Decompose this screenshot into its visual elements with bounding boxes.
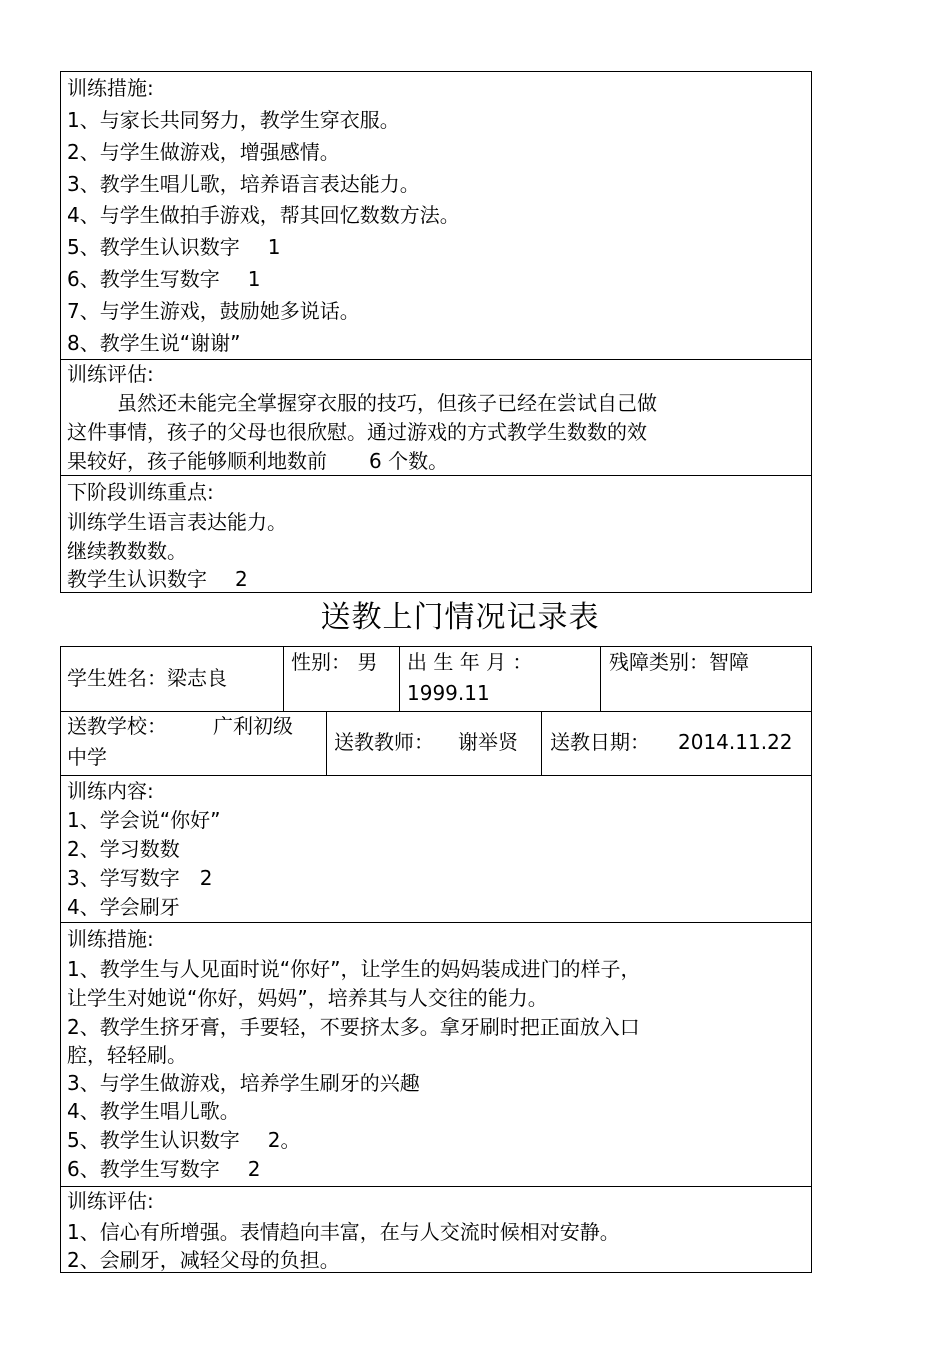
next-item: 训练学生语言表达能力。: [67, 510, 287, 534]
measure-item-number: 1: [247, 267, 261, 291]
measure-line-text: 5、教学生认识数字: [67, 1128, 240, 1152]
date-value: 2014.11.22: [678, 730, 793, 754]
measure-line-number: 2。: [267, 1128, 301, 1152]
divider: [61, 359, 811, 360]
divider: [541, 711, 542, 775]
evaluation-line: 2、会刷牙，减轻父母的负担。: [67, 1248, 340, 1272]
teacher-label: 送教教师：: [334, 730, 434, 754]
content-item-text: 3、学写数字: [67, 866, 180, 890]
measure-line: 1、教学生与人见面时说“你好”，让学生的妈妈装成进门的样子，: [67, 957, 641, 981]
divider: [399, 647, 400, 711]
school-value-cont: 中学: [67, 745, 107, 769]
measure-line: 3、与学生做游戏，培养学生刷牙的兴趣: [67, 1071, 420, 1095]
measure-item: 4、与学生做拍手游戏，帮其回忆数数方法。: [67, 203, 460, 227]
evaluation-text-last: [67, 449, 448, 473]
content-item: 4、学会刷牙: [67, 895, 180, 919]
divider: [61, 711, 811, 712]
next-item: 继续教数数。: [67, 539, 187, 563]
measure-item-text: 6、教学生写数字: [67, 267, 220, 291]
measure-item: 1、与家长共同努力，教学生穿衣服。: [67, 108, 400, 132]
top-table: [60, 71, 812, 593]
evaluation-heading: 训练评估:: [67, 362, 154, 386]
measure-line-number: 2: [247, 1157, 261, 1181]
disability-type: 残障类别：智障: [609, 650, 749, 674]
next-item-text: 教学生认识数字: [67, 567, 207, 591]
school-value: 广利初级: [213, 714, 293, 738]
school-label: 送教学校：: [67, 714, 167, 738]
measures-heading: 训练措施:: [67, 927, 154, 951]
evaluation-text: 这件事情，孩子的父母也很欣慰。通过游戏的方式教学生数数的效: [67, 420, 647, 444]
divider: [283, 647, 284, 711]
evaluation-count: 6 个数。: [369, 449, 449, 473]
measure-line: 4、教学生唱儿歌。: [67, 1099, 240, 1123]
content-item-number: 2: [199, 866, 213, 890]
divider: [326, 711, 327, 775]
birth-label: 出 生 年 月 ：: [407, 650, 533, 674]
measure-line: 腔，轻轻刷。: [67, 1043, 187, 1067]
birth-value: 1999.11: [407, 681, 490, 705]
measures-heading: 训练措施:: [67, 76, 154, 100]
content-item: 1、学会说“你好”: [67, 808, 221, 832]
divider: [600, 647, 601, 711]
evaluation-heading: 训练评估:: [67, 1189, 154, 1213]
evaluation-line: 1、信心有所增强。表情趋向丰富，在与人交流时候相对安静。: [67, 1220, 620, 1244]
evaluation-text: 虽然还未能完全掌握穿衣服的技巧，但孩子已经在尝试自己做: [117, 391, 657, 415]
page-title: 送教上门情况记录表: [320, 600, 600, 635]
divider: [61, 1186, 811, 1187]
measure-item-5: [67, 235, 280, 259]
measure-line: 2、教学生挤牙膏，手要轻，不要挤太多。拿牙刷时把正面放入口: [67, 1015, 640, 1039]
content-heading: 训练内容:: [67, 779, 154, 803]
measure-item-6: [67, 267, 260, 291]
content-item: 2、学习数数: [67, 837, 180, 861]
content-item-3: [67, 866, 212, 890]
record-table: [60, 646, 812, 1273]
student-name: 学生姓名：梁志良: [67, 666, 227, 690]
measure-line: 让学生对她说“你好，妈妈”，培养其与人交往的能力。: [67, 986, 548, 1010]
measure-line-text: 6、教学生写数字: [67, 1157, 220, 1181]
evaluation-text: 果较好，孩子能够顺利地数前: [67, 449, 327, 473]
measure-line-7: [67, 1128, 300, 1152]
measure-item: 3、教学生唱儿歌，培养语言表达能力。: [67, 172, 420, 196]
divider: [61, 922, 811, 923]
next-item-3: [67, 567, 248, 591]
next-heading: 下阶段训练重点:: [67, 480, 214, 504]
date-label: 送教日期：: [550, 730, 650, 754]
measure-line-8: [67, 1157, 260, 1181]
measure-item-number: 1: [267, 235, 281, 259]
next-item-number: 2: [235, 567, 248, 591]
gender: 性别： 男: [291, 650, 378, 674]
measure-item-text: 5、教学生认识数字: [67, 235, 240, 259]
teacher-value: 谢举贤: [458, 730, 518, 754]
measure-item: 8、教学生说“谢谢”: [67, 331, 241, 355]
divider: [61, 475, 811, 476]
divider: [61, 775, 811, 776]
measure-item: 7、与学生游戏，鼓励她多说话。: [67, 299, 360, 323]
measure-item: 2、与学生做游戏，增强感情。: [67, 140, 340, 164]
